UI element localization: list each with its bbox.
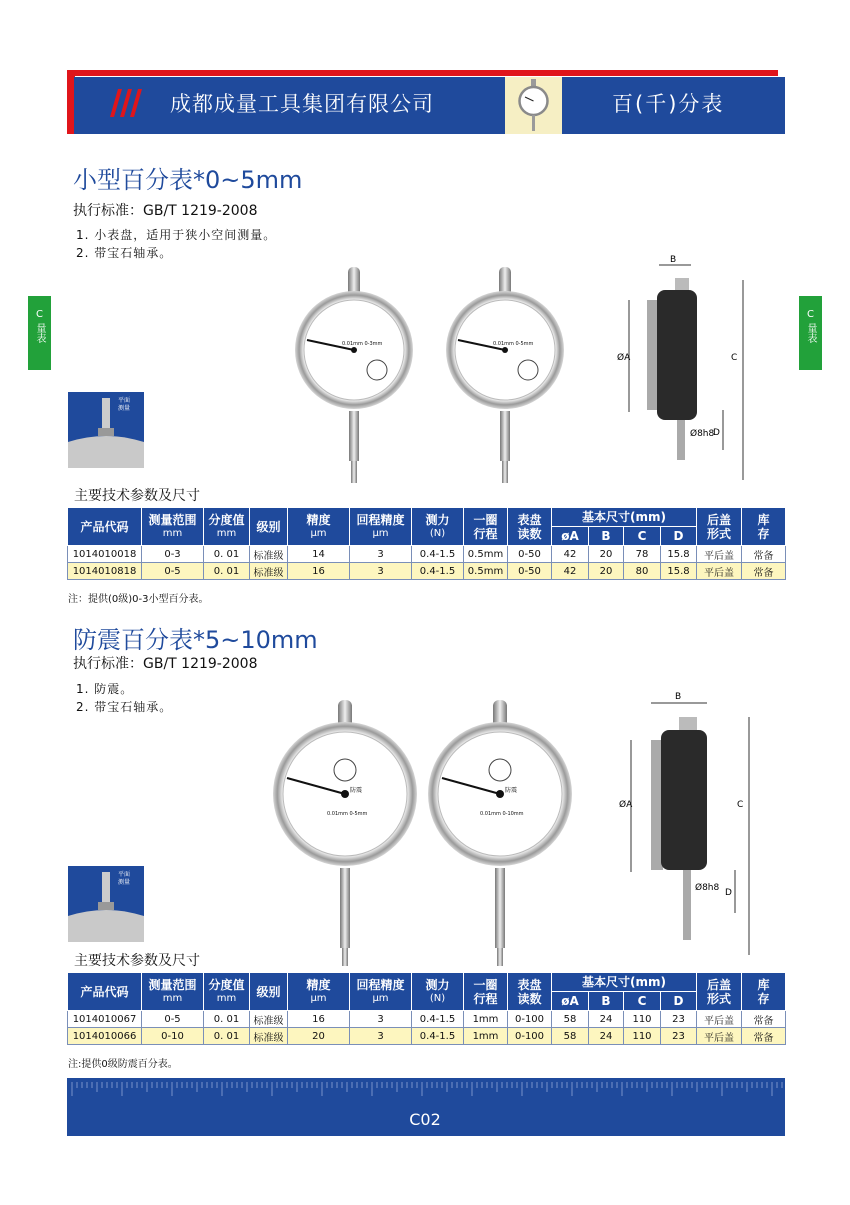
th-dial: 表盘 读数 [508, 973, 552, 1011]
dial-label: 0.01mm 0-5mm [493, 341, 534, 347]
cell: 20 [589, 563, 624, 580]
cell: 常备 [742, 563, 786, 580]
cell: 23 [661, 1011, 697, 1028]
cell: 常备 [742, 1028, 786, 1045]
cell: 16 [288, 1011, 350, 1028]
side-tab-label: 量表 [34, 323, 45, 343]
th-dim-b: B [589, 527, 624, 546]
cell: 15.8 [661, 563, 697, 580]
dial-label: 0.01mm 0-3mm [342, 341, 383, 347]
thumb-label: 测量 [118, 405, 131, 412]
th-force: 测力 (N) [412, 508, 464, 546]
th-dim-c: C [624, 992, 661, 1011]
feature-item: 1. 防震。 [76, 682, 134, 696]
dim-label-a: ØA [619, 800, 633, 810]
cell: 3 [350, 1028, 412, 1045]
dim-label-stem: Ø8h8 [690, 429, 715, 439]
th-range: 测量范围 mm [142, 508, 204, 546]
th-stock: 库 存 [742, 973, 786, 1011]
cell: 3 [350, 1011, 412, 1028]
th-dim-a: øA [552, 527, 589, 546]
cell: 标准级 [250, 546, 288, 563]
cell: 平后盖 [697, 546, 742, 563]
th-grade: 级别 [250, 973, 288, 1011]
cell: 3 [350, 563, 412, 580]
table-row [68, 546, 786, 563]
dim-label-b: B [670, 255, 677, 265]
cell: 1mm [464, 1028, 508, 1045]
cell: 110 [624, 1011, 661, 1028]
dim-label-d: D [713, 428, 720, 438]
category-title: 百(千)分表 [612, 92, 725, 116]
cell: 1014010066 [68, 1028, 142, 1045]
cell: 0.5mm [464, 563, 508, 580]
th-code: 产品代码 [68, 508, 142, 546]
th-code: 产品代码 [68, 973, 142, 1011]
dial-gauge-icon [505, 77, 562, 134]
side-tab-left[interactable] [28, 296, 51, 370]
cell: 0. 01 [204, 1028, 250, 1045]
cell: 24 [589, 1011, 624, 1028]
table-row [68, 563, 786, 580]
cell: 标准级 [250, 563, 288, 580]
header-red-stripe [67, 70, 778, 76]
shockproof-dial-gauges-image [272, 700, 592, 970]
cell: 0.4-1.5 [412, 1011, 464, 1028]
small-dial-gauges-image [295, 265, 595, 505]
flat-measure-thumbnail [68, 866, 144, 942]
th-stroke: 一圈 行程 [464, 508, 508, 546]
th-back: 后盖 形式 [697, 973, 742, 1011]
dial-label: 0.01mm 0-10mm [480, 811, 524, 817]
th-dims: 基本尺寸(mm) [552, 973, 697, 992]
cell: 0-3 [142, 546, 204, 563]
table-note: 注：提供(0级)0-3小型百分表。 [68, 594, 209, 605]
th-dim-c: C [624, 527, 661, 546]
section-title-small-dial: 小型百分表*0~5mm [73, 166, 303, 194]
th-dim-a: øA [552, 992, 589, 1011]
cell: 1mm [464, 1011, 508, 1028]
dial-word: 防震 [505, 787, 518, 794]
side-tab-letter: C [36, 309, 43, 320]
th-force: 测力 (N) [412, 973, 464, 1011]
cell: 平后盖 [697, 1011, 742, 1028]
cell: 0.4-1.5 [412, 1028, 464, 1045]
dim-label-c: C [731, 353, 738, 363]
dimension-drawing-shockproof [615, 685, 765, 965]
cell: 20 [288, 1028, 350, 1045]
th-dial: 表盘 读数 [508, 508, 552, 546]
cell: 20 [589, 546, 624, 563]
cell: 标准级 [250, 1011, 288, 1028]
company-name: 成都成量工具集团有限公司 [170, 92, 434, 116]
cell: 78 [624, 546, 661, 563]
cell: 14 [288, 546, 350, 563]
th-dim-d: D [661, 992, 697, 1011]
th-back: 后盖 形式 [697, 508, 742, 546]
cell: 0. 01 [204, 563, 250, 580]
spec-table-small [67, 507, 786, 580]
feature-item: 1. 小表盘，适用于狭小空间测量。 [76, 228, 277, 242]
spec-table-shockproof [67, 972, 786, 1045]
cell: 0-50 [508, 546, 552, 563]
cell: 常备 [742, 1011, 786, 1028]
section-title-shockproof: 防震百分表*5~10mm [73, 626, 318, 654]
dimension-drawing-small [615, 250, 755, 490]
th-grade: 级别 [250, 508, 288, 546]
dim-label-d: D [725, 888, 732, 898]
header-gauge-thumbnail [505, 77, 562, 134]
cell: 平后盖 [697, 1028, 742, 1045]
th-hysteresis: 回程精度 μm [350, 508, 412, 546]
cell: 42 [552, 546, 589, 563]
cell: 0-10 [142, 1028, 204, 1045]
th-stock: 库 存 [742, 508, 786, 546]
thumb-label: 平面 [118, 397, 131, 404]
cell: 15.8 [661, 546, 697, 563]
th-accuracy: 精度 μm [288, 973, 350, 1011]
cell: 0. 01 [204, 546, 250, 563]
th-dim-d: D [661, 527, 697, 546]
th-stroke: 一圈 行程 [464, 973, 508, 1011]
dim-label-a: ØA [617, 353, 631, 363]
th-division: 分度值 mm [204, 973, 250, 1011]
dim-label-stem: Ø8h8 [695, 883, 720, 893]
cell: 0.4-1.5 [412, 563, 464, 580]
cell: 0-100 [508, 1028, 552, 1045]
thumb-label: 平面 [118, 871, 131, 878]
cell: 1014010018 [68, 546, 142, 563]
company-logo-icon [104, 87, 144, 119]
flat-measure-thumbnail [68, 392, 144, 468]
side-tab-label: 量表 [805, 323, 816, 343]
th-range: 测量范围 mm [142, 973, 204, 1011]
cell: 80 [624, 563, 661, 580]
side-tab-right[interactable] [799, 296, 822, 370]
cell: 110 [624, 1028, 661, 1045]
thumb-label: 测量 [118, 879, 131, 886]
cell: 0-100 [508, 1011, 552, 1028]
cell: 58 [552, 1028, 589, 1045]
cell: 0-5 [142, 1011, 204, 1028]
th-dim-b: B [589, 992, 624, 1011]
cell: 23 [661, 1028, 697, 1045]
cell: 0-50 [508, 563, 552, 580]
side-tab-letter: C [807, 309, 814, 320]
page-number: C02 [409, 1110, 441, 1129]
cell: 0.5mm [464, 546, 508, 563]
table-note: 注:提供0级防震百分表。 [68, 1059, 178, 1070]
cell: 1014010818 [68, 563, 142, 580]
th-dims: 基本尺寸(mm) [552, 508, 697, 527]
th-hysteresis: 回程精度 μm [350, 973, 412, 1011]
th-division: 分度值 mm [204, 508, 250, 546]
feature-list [76, 226, 276, 262]
feature-list [76, 680, 172, 716]
feature-item: 2. 带宝石轴承。 [76, 246, 173, 260]
cell: 0-5 [142, 563, 204, 580]
section-standard: 执行标准：GB/T 1219-2008 [73, 203, 258, 219]
table-row [68, 1028, 786, 1045]
dim-label-b: B [675, 692, 682, 702]
cell: 42 [552, 563, 589, 580]
ruler-decoration [67, 1082, 785, 1100]
table-heading: 主要技术参数及尺寸 [74, 953, 200, 969]
dim-label-c: C [737, 800, 744, 810]
cell: 1014010067 [68, 1011, 142, 1028]
cell: 标准级 [250, 1028, 288, 1045]
cell: 24 [589, 1028, 624, 1045]
cell: 16 [288, 563, 350, 580]
th-accuracy: 精度 μm [288, 508, 350, 546]
cell: 0. 01 [204, 1011, 250, 1028]
cell: 0.4-1.5 [412, 546, 464, 563]
feature-item: 2. 带宝石轴承。 [76, 700, 173, 714]
cell: 平后盖 [697, 563, 742, 580]
dial-label: 0.01mm 0-5mm [327, 811, 368, 817]
section-standard: 执行标准：GB/T 1219-2008 [73, 656, 258, 672]
cell: 58 [552, 1011, 589, 1028]
table-heading: 主要技术参数及尺寸 [74, 488, 200, 504]
dial-word: 防震 [350, 787, 363, 794]
cell: 常备 [742, 546, 786, 563]
table-row [68, 1011, 786, 1028]
cell: 3 [350, 546, 412, 563]
